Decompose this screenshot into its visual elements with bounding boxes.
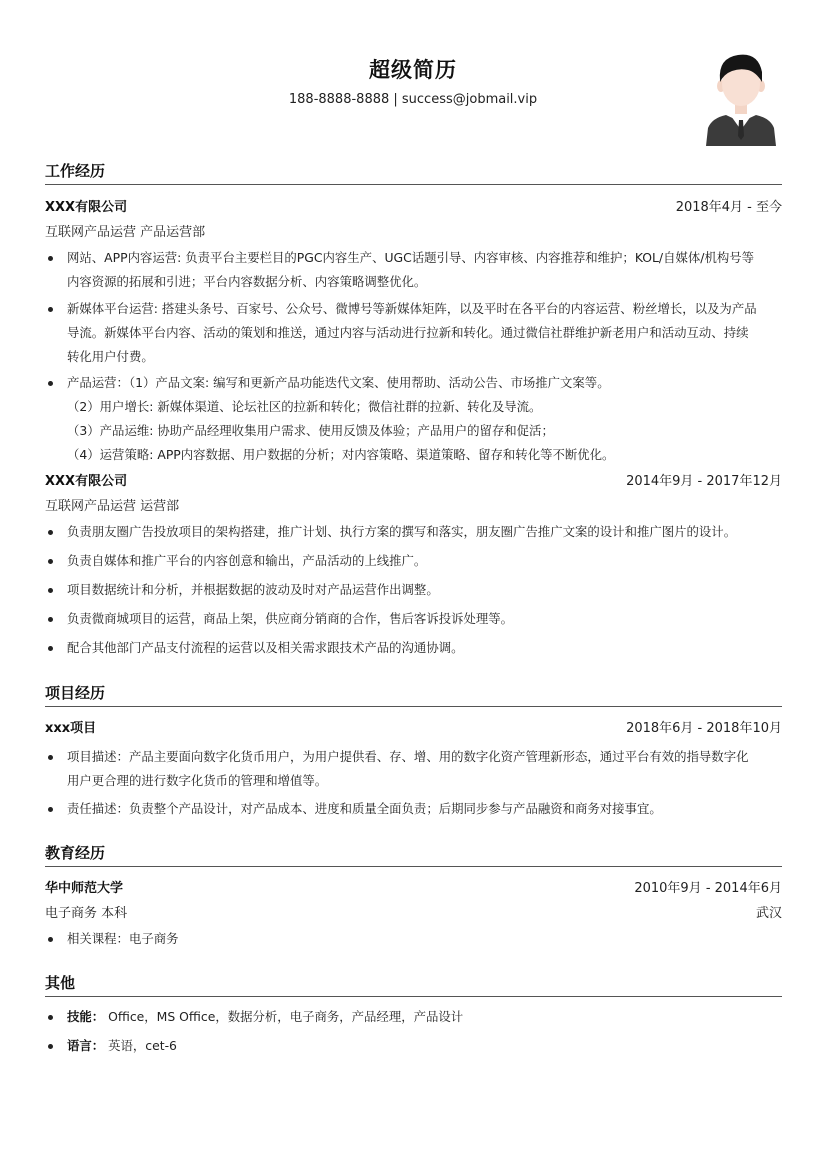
- list-item: [45, 1005, 785, 1029]
- list-item: [45, 927, 785, 951]
- contact-info: 188-8888-8888 | success@jobmail.vip: [288, 92, 538, 107]
- list-item: [45, 636, 785, 660]
- list-item: [45, 297, 785, 369]
- resume-name: 超级简历: [369, 58, 457, 82]
- job-date: 2018年4月 - 至今: [675, 200, 782, 215]
- education-city: 武汉: [755, 906, 782, 921]
- job-role: 互联网产品运营 运营部: [45, 499, 180, 514]
- bullet-icon: [48, 559, 53, 564]
- skills-label: 技能：: [67, 1009, 105, 1024]
- company-name: XXX有限公司: [45, 200, 128, 215]
- section-title-work: 工作经历: [45, 162, 106, 180]
- job-role: 互联网产品运营 产品运营部: [45, 225, 206, 240]
- section-divider: [45, 996, 782, 997]
- list-item: [45, 1034, 785, 1058]
- section-divider: [45, 184, 782, 185]
- bullet-text: 负责朋友圈广告投放项目的架构搭建，推广计划、执行方案的撰写和落实，朋友圈广告推广文案的设计和推广图片的设计。: [67, 524, 737, 539]
- education-date: 2010年9月 - 2014年6月: [634, 881, 782, 896]
- bullet-text: 项目描述：产品主要面向数字化货币用户，为用户提供看、存、增、用的数字化资产管理新形态，通过平台有效的指导数字化: [67, 749, 749, 764]
- bullet-icon: [48, 1044, 53, 1049]
- bullet-text: 用户更合理的进行数字化货币的管理和增值等。: [67, 773, 328, 788]
- major-degree: 电子商务 本科: [45, 906, 128, 921]
- bullet-icon: [48, 755, 53, 760]
- bullet-text: （4）运营策略: APP内容数据、用户数据的分析；对内容策略、渠道策略、留存和转化等不断优化。: [67, 447, 615, 462]
- section-divider: [45, 866, 782, 867]
- bullet-text: 导流。新媒体平台内容、活动的策划和推送，通过内容与活动进行拉新和转化。通过微信社群维护新老用户和活动互动、持续: [67, 325, 749, 340]
- bullet-text: 项目数据统计和分析，并根据数据的波动及时对产品运营作出调整。: [67, 582, 439, 597]
- project-name: xxx项目: [45, 721, 97, 736]
- bullet-icon: [48, 530, 53, 535]
- bullet-text: 责任描述：负责整个产品设计，对产品成本、进度和质量全面负责；后期同步参与产品融资和商务对接事宜。: [67, 801, 662, 816]
- project-header: [45, 717, 782, 737]
- list-item: [45, 246, 785, 294]
- bullet-icon: [48, 937, 53, 942]
- bullet-text: 相关课程：电子商务: [67, 931, 179, 946]
- list-item: [45, 578, 785, 602]
- list-item: [45, 549, 785, 573]
- project-date: 2018年6月 - 2018年10月: [626, 721, 782, 736]
- list-item: [45, 745, 785, 793]
- bullet-text: 负责微商城项目的运营，商品上架，供应商分销商的合作，售后客诉投诉处理等。: [67, 611, 514, 626]
- skills-value: Office，MS Office，数据分析，电子商务，产品经理，产品设计: [108, 1009, 464, 1024]
- bullet-text: （3）产品运维: 协助产品经理收集用户需求、使用反馈及体验；产品用户的留存和促活；: [67, 423, 554, 438]
- list-item: [45, 607, 785, 631]
- language-value: 英语，cet-6: [108, 1038, 177, 1053]
- bullet-icon: [48, 381, 53, 386]
- bullet-text: 负责自媒体和推广平台的内容创意和输出，产品活动的上线推广。: [67, 553, 427, 568]
- bullet-icon: [48, 617, 53, 622]
- job-role-row: [45, 221, 782, 241]
- bullet-text: 网站、APP内容运营: 负责平台主要栏目的PGC内容生产、UGC话题引导、内容审核、内容推荐和维护；KOL/自媒体/机构号等: [67, 250, 755, 265]
- list-item: [45, 371, 785, 467]
- list-item: [45, 797, 785, 821]
- job-header: [45, 196, 782, 216]
- section-title-projects: 项目经历: [45, 684, 106, 702]
- school-name: 华中师范大学: [45, 881, 124, 896]
- section-title-education: 教育经历: [45, 844, 106, 862]
- bullet-icon: [48, 1015, 53, 1020]
- language-label: 语言：: [67, 1038, 105, 1053]
- education-header: [45, 877, 782, 897]
- job-date: 2014年9月 - 2017年12月: [626, 474, 782, 489]
- bullet-text: 配合其他部门产品支付流程的运营以及相关需求跟技术产品的沟通协调。: [67, 640, 464, 655]
- education-detail: [45, 902, 782, 922]
- company-name: XXX有限公司: [45, 474, 128, 489]
- bullet-icon: [48, 256, 53, 261]
- job-header: [45, 470, 782, 490]
- job-role-row: [45, 495, 782, 515]
- section-title-other: 其他: [45, 974, 76, 992]
- avatar: [704, 50, 778, 146]
- bullet-text: 内容资源的拓展和引进；平台内容数据分析、内容策略调整优化。: [67, 274, 427, 289]
- section-divider: [45, 706, 782, 707]
- bullet-text: 产品运营：（1）产品文案: 编写和更新产品功能迭代文案、使用帮助、活动公告、市场推广文案等。: [67, 375, 610, 390]
- list-item: [45, 520, 785, 544]
- bullet-icon: [48, 307, 53, 312]
- bullet-icon: [48, 588, 53, 593]
- bullet-icon: [48, 646, 53, 651]
- bullet-icon: [48, 807, 53, 812]
- bullet-text: （2）用户增长: 新媒体渠道、论坛社区的拉新和转化；微信社群的拉新、转化及导流。: [67, 399, 542, 414]
- bullet-text: 转化用户付费。: [67, 349, 154, 364]
- bullet-text: 新媒体平台运营: 搭建头条号、百家号、公众号、微博号等新媒体矩阵，以及平时在各平台的内容运营、粉丝增长，以及为产品: [67, 301, 757, 316]
